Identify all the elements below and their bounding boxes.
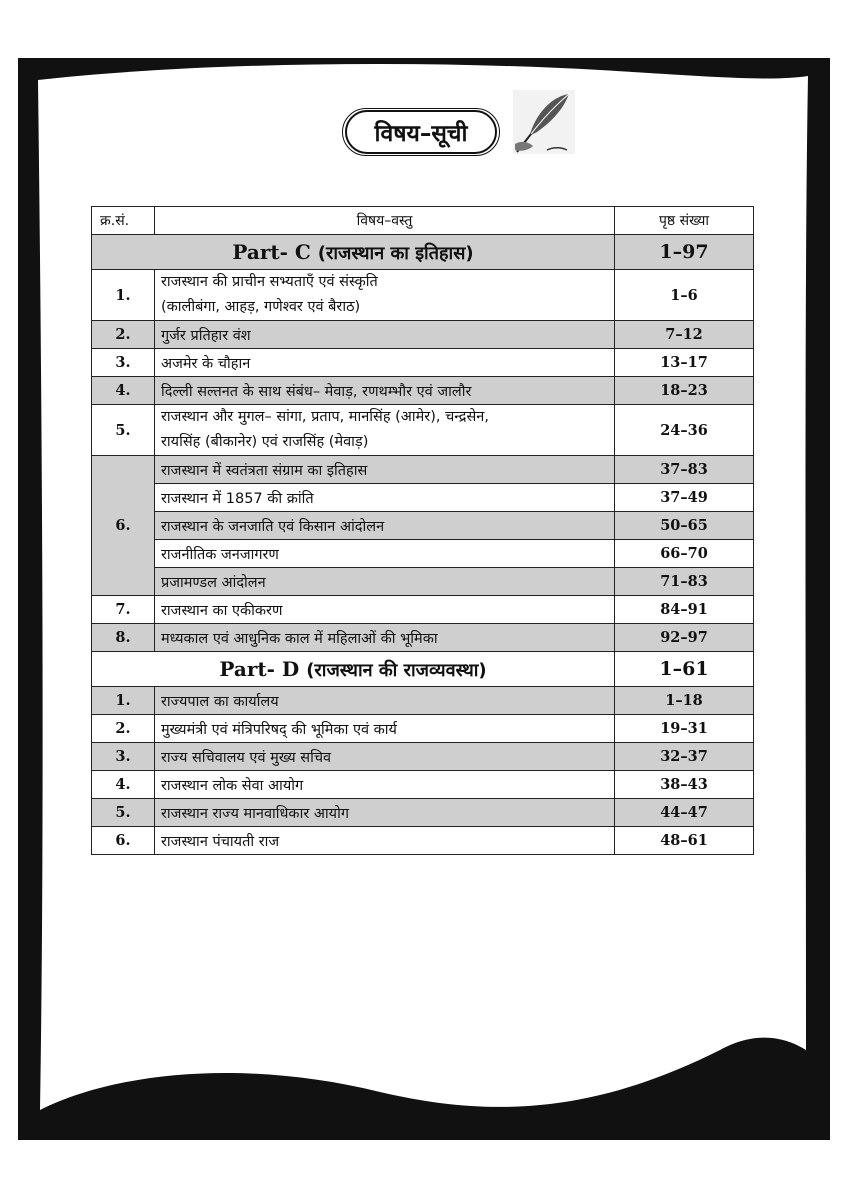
- part-c-label: Part- C: [232, 239, 311, 264]
- part-c-heading: [92, 235, 754, 270]
- row-pages: 84–91: [615, 596, 754, 624]
- table-row: [92, 568, 754, 596]
- part-d-title: [92, 652, 615, 687]
- row-number: 5.: [92, 799, 155, 827]
- row-pages: 38–43: [615, 771, 754, 799]
- row-number: 7.: [92, 596, 155, 624]
- row-pages: 44–47: [615, 799, 754, 827]
- row-number: 2.: [92, 715, 155, 743]
- row-number: 1.: [92, 687, 155, 715]
- row-pages: 13–17: [615, 349, 754, 377]
- row-pages: 7–12: [615, 321, 754, 349]
- row-number: 3.: [92, 743, 155, 771]
- table-header-row: [92, 207, 754, 235]
- table-row: [92, 771, 754, 799]
- table-row: [92, 321, 754, 349]
- row-pages: 71–83: [615, 568, 754, 596]
- row-subject: राज्यपाल का कार्यालय: [155, 687, 615, 715]
- row-pages: 18–23: [615, 377, 754, 405]
- row-number: 1.: [92, 270, 155, 321]
- table-row: [92, 484, 754, 512]
- row-subject: राज्य सचिवालय एवं मुख्य सचिव: [155, 743, 615, 771]
- row-subject-line1: राजस्थान की प्राचीन सभ्यताएँ एवं संस्कृति: [161, 274, 378, 290]
- header-sno: क्र.सं.: [92, 207, 155, 235]
- table-row: [92, 349, 754, 377]
- row-number: 2.: [92, 321, 155, 349]
- row-pages: 37–49: [615, 484, 754, 512]
- row-pages: 1–6: [615, 270, 754, 321]
- contents-table: [91, 206, 754, 855]
- row-pages: 24–36: [615, 405, 754, 456]
- part-d-subtitle: (राजस्थान की राजव्यवस्था): [306, 659, 487, 681]
- row-subject: राजस्थान पंचायती राज: [155, 827, 615, 855]
- part-c-subtitle: (राजस्थान का इतिहास): [317, 242, 474, 264]
- row-number: 5.: [92, 405, 155, 456]
- row-subject-line1: राजस्थान और मुगल– सांगा, प्रताप, मानसिंह (आमेर), चन्द्रसेन,: [161, 409, 489, 425]
- table-row: [92, 377, 754, 405]
- row-subject: अजमेर के चौहान: [155, 349, 615, 377]
- part-c-pages: 1–97: [615, 235, 754, 270]
- table-row: [92, 405, 754, 456]
- header-subject: विषय–वस्तु: [155, 207, 615, 235]
- row-number: 4.: [92, 377, 155, 405]
- row-pages: 92–97: [615, 624, 754, 652]
- row-subject: गुर्जर प्रतिहार वंश: [155, 321, 615, 349]
- page-title: विषय–सूची: [345, 110, 497, 154]
- part-d-label: Part- D: [219, 656, 300, 681]
- header-page: पृष्ठ संख्या: [615, 207, 754, 235]
- row-pages: 50–65: [615, 512, 754, 540]
- row-subject: राजस्थान के जनजाति एवं किसान आंदोलन: [155, 512, 615, 540]
- table-row: [92, 512, 754, 540]
- quill-pen-icon: [507, 86, 579, 158]
- table-row: [92, 799, 754, 827]
- row-number: 6.: [92, 827, 155, 855]
- table-row: [92, 743, 754, 771]
- row-number: 8.: [92, 624, 155, 652]
- row-pages: 48–61: [615, 827, 754, 855]
- row-subject: राजस्थान में स्वतंत्रता संग्राम का इतिहास: [155, 456, 615, 484]
- row-number: 6.: [92, 456, 155, 596]
- row-subject: राजस्थान लोक सेवा आयोग: [155, 771, 615, 799]
- row-subject: राजनीतिक जनजागरण: [155, 540, 615, 568]
- title-badge: [345, 110, 497, 154]
- table-row: [92, 687, 754, 715]
- part-d-heading: [92, 652, 754, 687]
- row-pages: 1–18: [615, 687, 754, 715]
- row-pages: 37–83: [615, 456, 754, 484]
- row-pages: 19–31: [615, 715, 754, 743]
- table-row: [92, 624, 754, 652]
- row-subject: मध्यकाल एवं आधुनिक काल में महिलाओं की भूमिका: [155, 624, 615, 652]
- table-row: [92, 540, 754, 568]
- table-row: [92, 270, 754, 321]
- row-number: 3.: [92, 349, 155, 377]
- row-pages: 66–70: [615, 540, 754, 568]
- row-subject: मुख्यमंत्री एवं मंत्रिपरिषद् की भूमिका एवं कार्य: [155, 715, 615, 743]
- table-row: [92, 715, 754, 743]
- row-subject-line2: रायसिंह (बीकानेर) एवं राजसिंह (मेवाड़): [161, 434, 369, 450]
- row-subject: [155, 405, 615, 456]
- row-subject: राजस्थान का एकीकरण: [155, 596, 615, 624]
- table-row: [92, 596, 754, 624]
- table-row: [92, 827, 754, 855]
- row-subject: दिल्ली सल्तनत के साथ संबंध– मेवाड़, रणथम्भौर एवं जालौर: [155, 377, 615, 405]
- table-row: [92, 456, 754, 484]
- row-number: 4.: [92, 771, 155, 799]
- row-subject: [155, 270, 615, 321]
- row-pages: 32–37: [615, 743, 754, 771]
- row-subject: प्रजामण्डल आंदोलन: [155, 568, 615, 596]
- row-subject: राजस्थान राज्य मानवाधिकार आयोग: [155, 799, 615, 827]
- row-subject-line2: (कालीबंगा, आहड़, गणेश्वर एवं बैराठ): [161, 299, 361, 315]
- part-c-title: [92, 235, 615, 270]
- row-subject: राजस्थान में 1857 की क्रांति: [155, 484, 615, 512]
- part-d-pages: 1–61: [615, 652, 754, 687]
